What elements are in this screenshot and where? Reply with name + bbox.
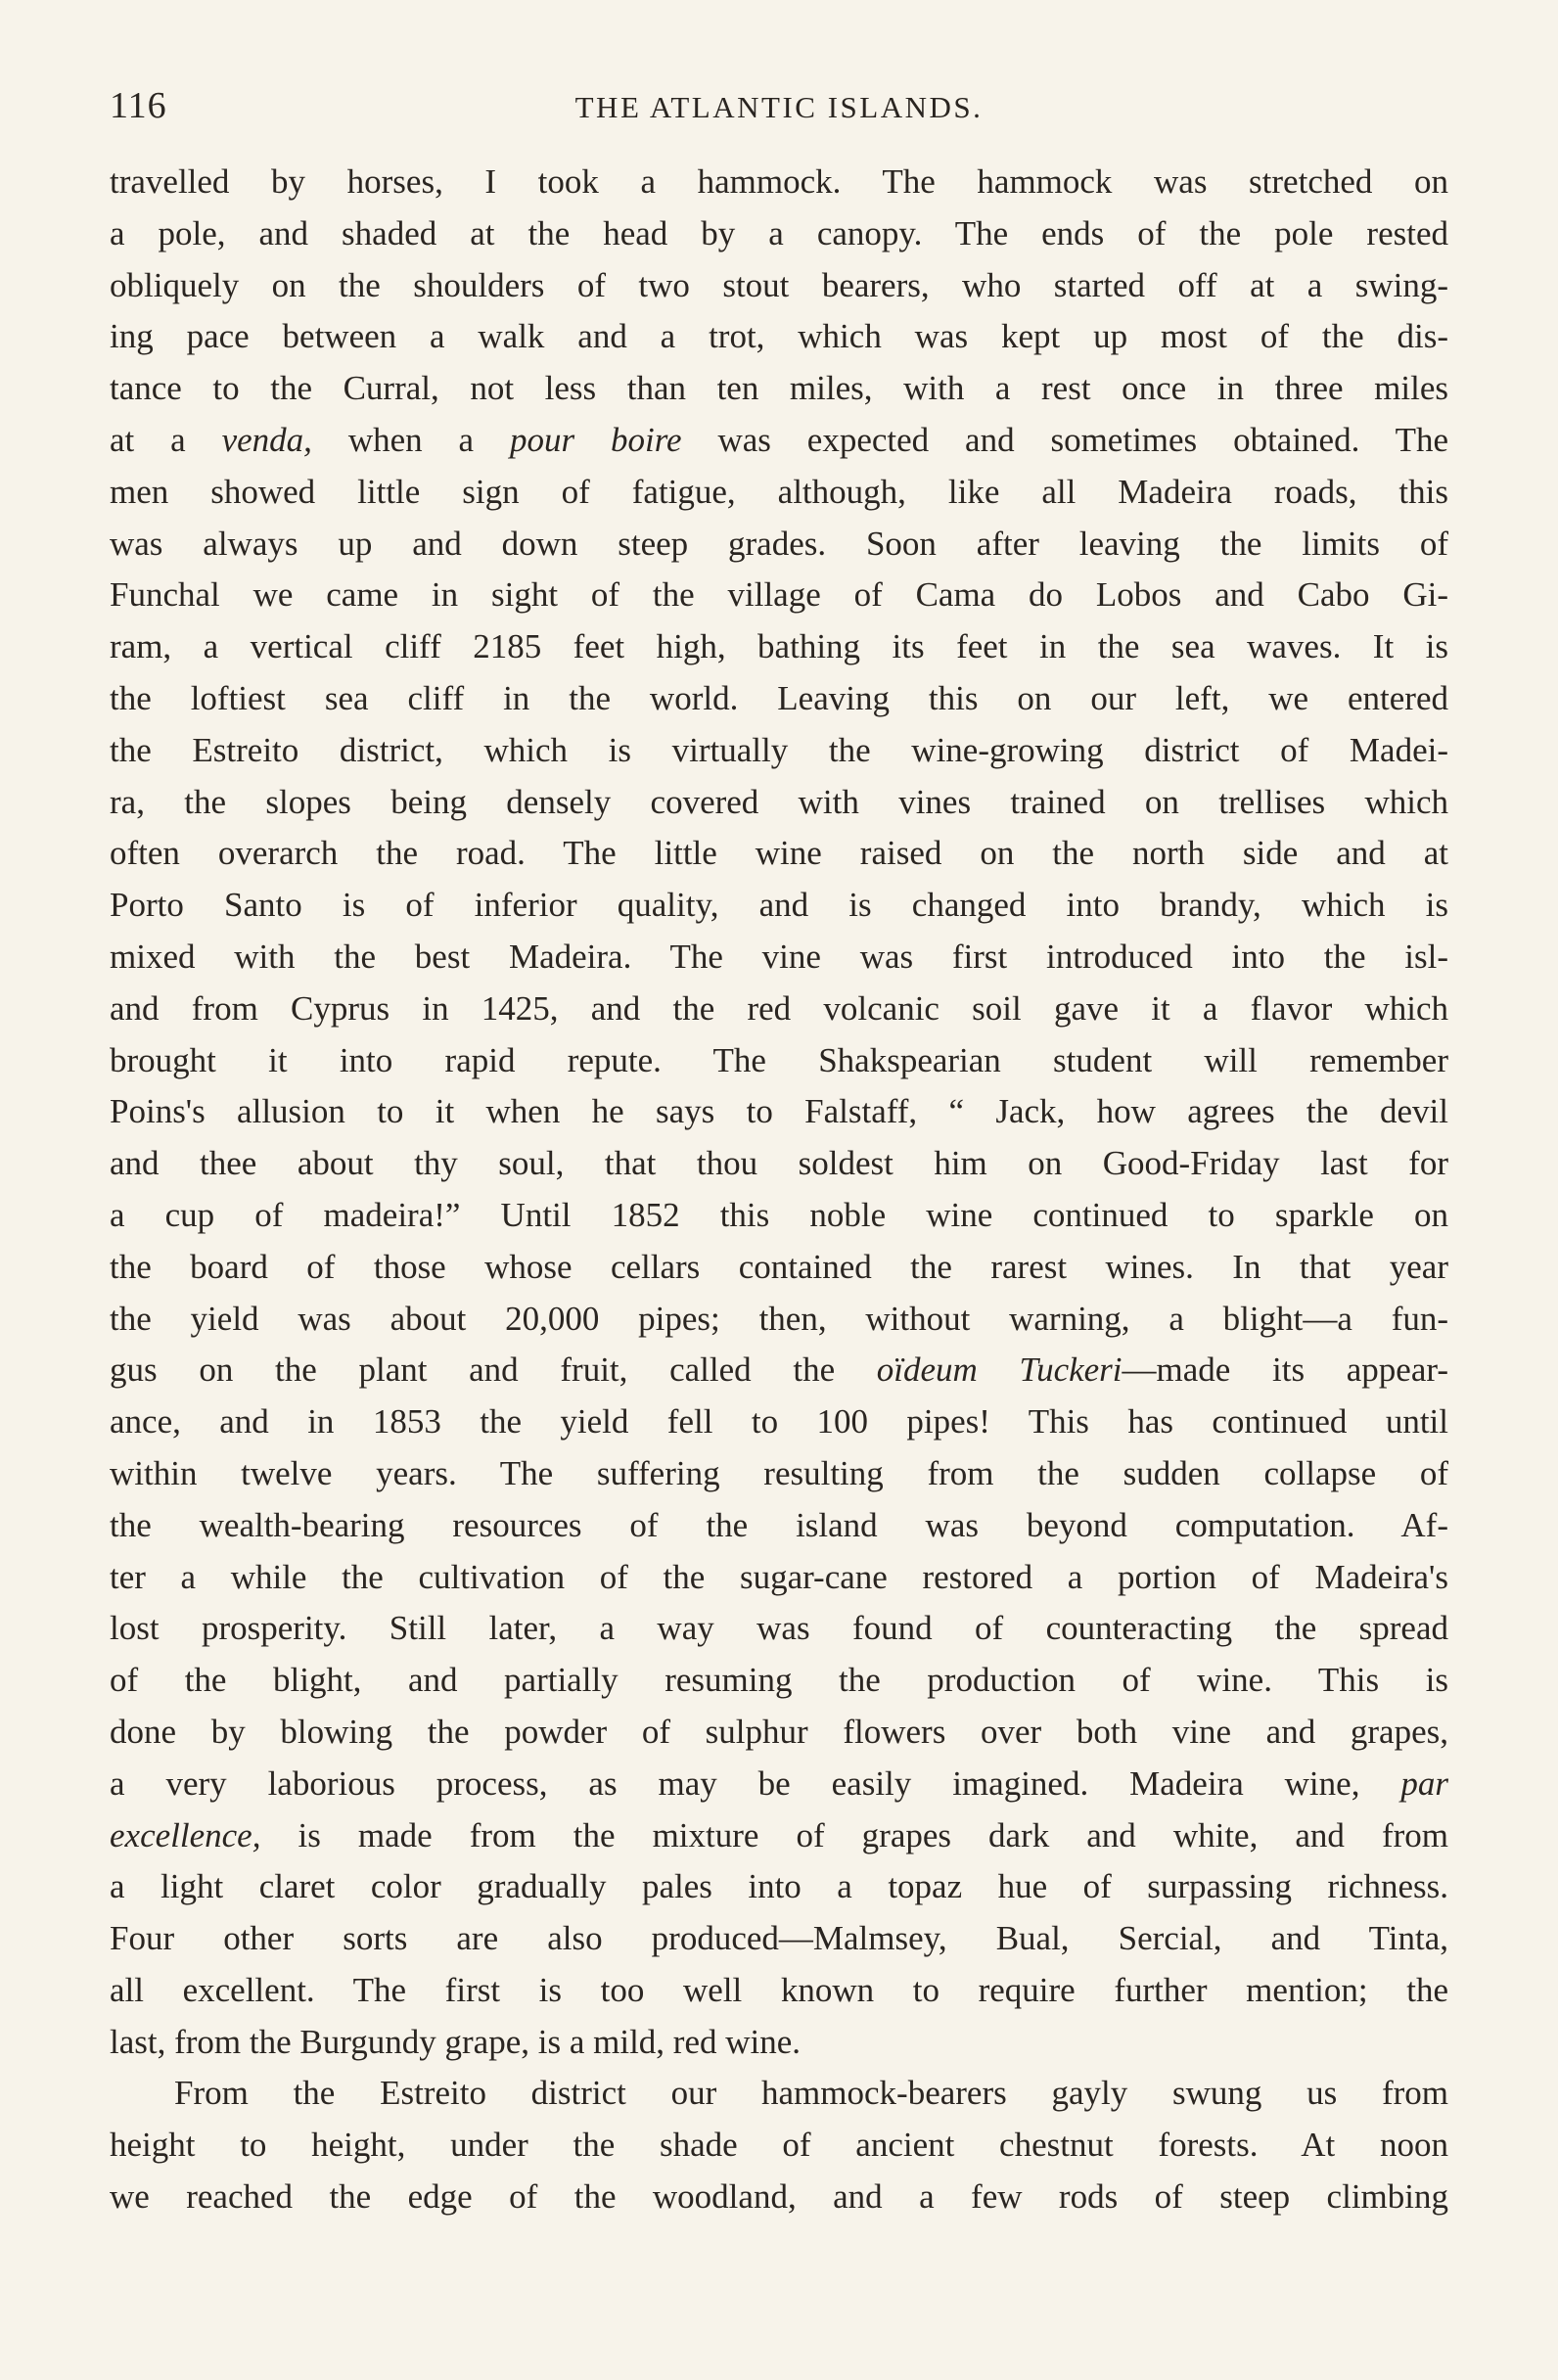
text-line: lost prosperity. Still later, a way was found of counteracting the spread bbox=[110, 1609, 1448, 1648]
text-line: ter a while the cultivation of the sugar-cane restored a portion of Madeira's bbox=[110, 1557, 1448, 1596]
text-line: the wealth-bearing resources of the island was beyond computation. Af- bbox=[110, 1505, 1448, 1544]
page-number: 116 bbox=[110, 85, 167, 126]
text-run: is made from the mixture of grapes dark and white, and from bbox=[260, 1815, 1448, 1854]
text-run: was expected and sometimes obtained. The bbox=[681, 420, 1449, 459]
text-run: a very laborious process, as may be easily imagined. Madeira wine, bbox=[110, 1763, 1401, 1803]
text-line: the loftiest sea cliff in the world. Leaving this on our left, we entered bbox=[110, 678, 1448, 717]
text-line: Poins's allusion to it when he says to Falstaff, “ Jack, how agrees the devil bbox=[110, 1092, 1448, 1131]
text-line: men showed little sign of fatigue, although, like all Madeira roads, this bbox=[110, 472, 1448, 511]
text-run: gus on the plant and fruit, called the bbox=[110, 1350, 877, 1390]
text-line: done by blowing the powder of sulphur flowers over both vine and grapes, bbox=[110, 1712, 1448, 1751]
text-line: was always up and down steep grades. Soon after leaving the limits of bbox=[110, 524, 1448, 563]
text-line: brought it into rapid repute. The Shakspearian student will remember bbox=[110, 1040, 1448, 1079]
paragraph-end-line: last, from the Burgundy grape, is a mild, red wine. bbox=[110, 2022, 802, 2061]
text-line bbox=[110, 1759, 1448, 1810]
text-line: and from Cyprus in 1425, and the red volcanic soil gave it a flavor which bbox=[110, 988, 1448, 1028]
text-line: ance, and in 1853 the yield fell to 100 pipes! This has continued until bbox=[110, 1402, 1448, 1442]
running-head bbox=[110, 84, 1448, 143]
text-line: ram, a vertical cliff 2185 feet high, bathing its feet in the sea waves. It is bbox=[110, 627, 1448, 666]
text-line: a cup of madeira!” Until 1852 this noble wine continued to sparkle on bbox=[110, 1195, 1448, 1234]
italic-term: excellence, bbox=[110, 1815, 261, 1854]
running-title: THE ATLANTIC ISLANDS. bbox=[574, 90, 984, 124]
text-line: travelled by horses, I took a hammock. The hammock was stretched on bbox=[110, 162, 1448, 201]
italic-term: par bbox=[1400, 1763, 1448, 1803]
text-line: tance to the Curral, not less than ten miles, with a rest once in three miles bbox=[110, 369, 1448, 408]
paragraph-start-line: From the Estreito district our hammock-bearers gayly swung us from bbox=[174, 2074, 1448, 2113]
text-line: the Estreito district, which is virtually the wine-growing district of Madei- bbox=[110, 730, 1448, 769]
italic-term: venda, bbox=[221, 420, 312, 459]
italic-term: oïdeum Tuckeri bbox=[876, 1350, 1123, 1390]
text-line bbox=[110, 1810, 1448, 1862]
text-line: we reached the edge of the woodland, and a few rods of steep climbing bbox=[110, 2177, 1448, 2217]
text-line: a light claret color gradually pales into a topaz hue of surpassing richness. bbox=[110, 1867, 1448, 1906]
text-line: all excellent. The first is too well known to require further mention; the bbox=[110, 1970, 1448, 2009]
text-line: often overarch the road. The little wine raised on the north side and at bbox=[110, 834, 1448, 873]
text-run: when a bbox=[311, 420, 510, 459]
text-run: —made its appear- bbox=[1122, 1350, 1448, 1390]
italic-term: pour boire bbox=[509, 420, 682, 459]
text-line: obliquely on the shoulders of two stout bearers, who started off at a swing- bbox=[110, 265, 1448, 304]
text-line: Funchal we came in sight of the village of Cama do Lobos and Cabo Gi- bbox=[110, 575, 1448, 615]
text-line: the yield was about 20,000 pipes; then, without warning, a blight—a fun- bbox=[110, 1299, 1448, 1338]
text-line: ra, the slopes being densely covered with vines trained on trellises which bbox=[110, 782, 1448, 821]
text-line: Porto Santo is of inferior quality, and is changed into brandy, which is bbox=[110, 886, 1448, 925]
text-line: and thee about thy soul, that thou soldest him on Good-Friday last for bbox=[110, 1144, 1448, 1183]
text-line: of the blight, and partially resuming the production of wine. This is bbox=[110, 1661, 1448, 1700]
text-run: at a bbox=[110, 420, 222, 459]
text-line: height to height, under the shade of ancient chestnut forests. At noon bbox=[110, 2126, 1448, 2165]
text-line: ing pace between a walk and a trot, which was kept up most of the dis- bbox=[110, 317, 1448, 356]
text-line: mixed with the best Madeira. The vine was first introduced into the isl- bbox=[110, 937, 1448, 976]
text-line: the board of those whose cellars contained the rarest wines. In that year bbox=[110, 1247, 1448, 1286]
body-text bbox=[110, 157, 1448, 2223]
text-line bbox=[110, 415, 1448, 467]
text-line bbox=[110, 1345, 1448, 1396]
text-line: a pole, and shaded at the head by a canopy. The ends of the pole rested bbox=[110, 213, 1448, 252]
text-line: Four other sorts are also produced—Malmsey, Bual, Sercial, and Tinta, bbox=[110, 1919, 1448, 1958]
text-line: within twelve years. The suffering resulting from the sudden collapse of bbox=[110, 1453, 1448, 1492]
